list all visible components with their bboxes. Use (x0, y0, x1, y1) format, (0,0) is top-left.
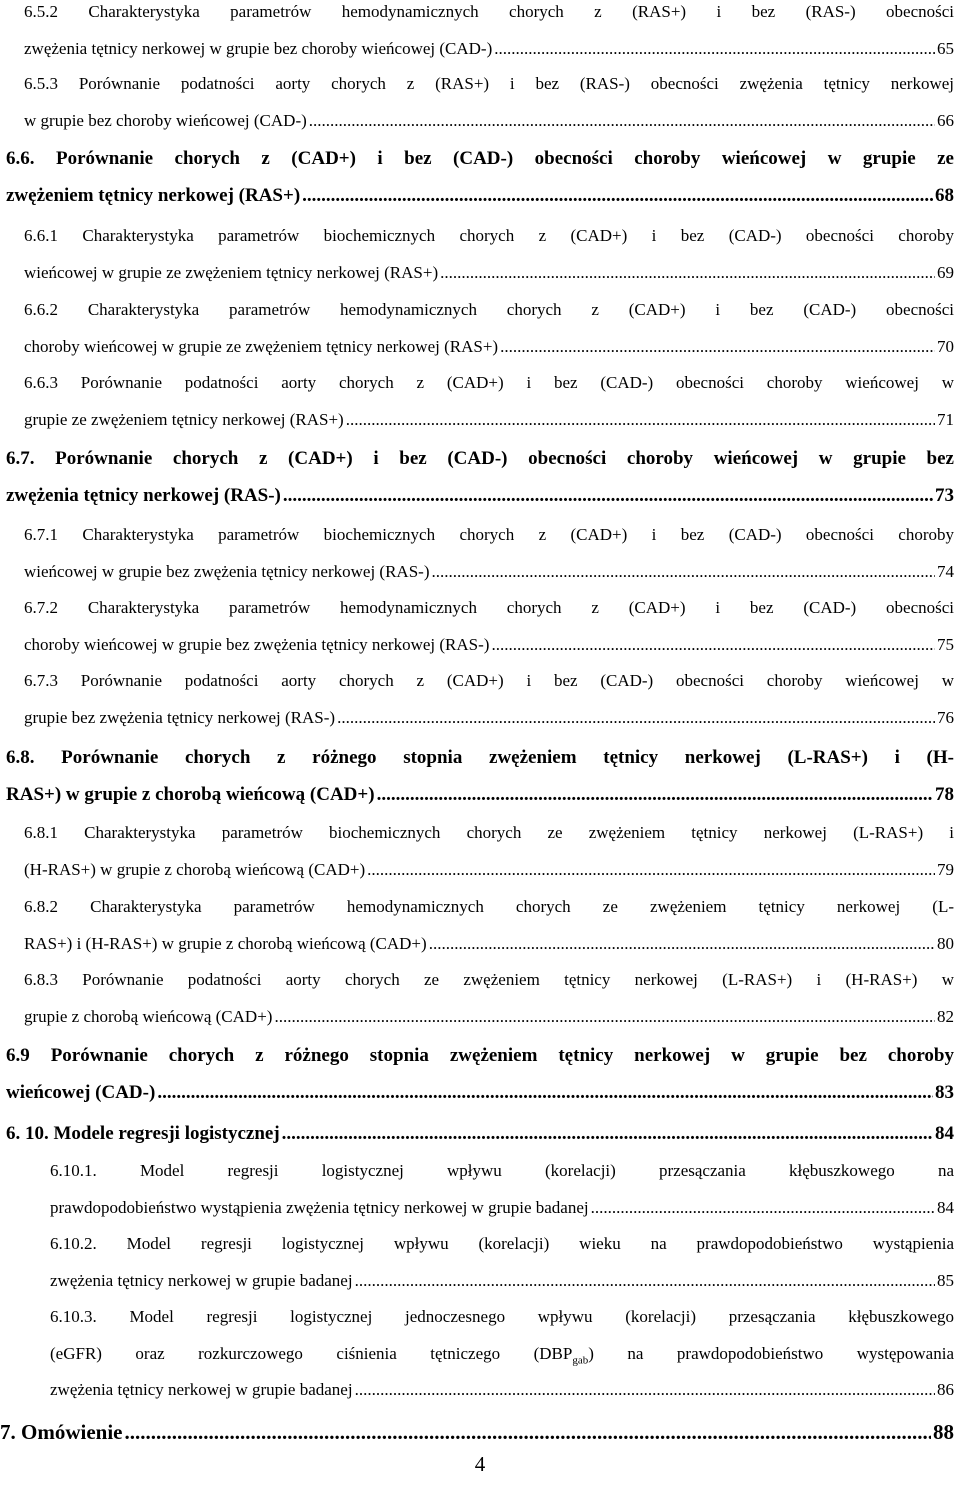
toc-page-number: 65 (937, 38, 954, 58)
toc-entry-text: 6.10.2. Model regresji logistycznej wpływu (korelacji) wieku na prawdopodobieństwo wystąpienia (50, 1234, 954, 1253)
toc-entry[interactable] (6, 1037, 954, 1111)
dot-leader (367, 852, 935, 889)
toc-entry[interactable] (6, 440, 954, 514)
toc-entry-text: 6.7. Porównanie chorych z (CAD+) i bez (CAD-) obecności choroby wieńcowej w grupie bez (6, 448, 954, 469)
toc-entry-text: 6.10.3. Model regresji logistycznej jednoczesnego wpływu (korelacji) przesączania kłębuszkowego (50, 1307, 954, 1326)
toc-entry-text: 6.8.2 Charakterystyka parametrów hemodynamicznych chorych ze zwężeniem tętnicy nerkowej (L- (24, 897, 954, 916)
toc-entry-text: grupie z chorobą wieńcową (CAD+) (24, 1006, 273, 1026)
toc-page-number: 84 (937, 1197, 954, 1217)
toc-entry-text: 6.8. Porównanie chorych z różnego stopnia zwężeniem tętnicy nerkowej (L-RAS+) i (H- (6, 747, 954, 768)
toc-entry[interactable] (24, 517, 954, 590)
toc-page-number: 84 (935, 1123, 954, 1144)
dot-leader (283, 477, 933, 514)
dot-leader (157, 1074, 933, 1111)
dot-leader (346, 402, 935, 439)
toc-entry-text: RAS+) i (H-RAS+) w grupie z chorobą wieńcową (CAD+) (24, 933, 427, 953)
toc-entry-text: 6. 10. Modele regresji logistycznej (6, 1123, 280, 1144)
toc-entry-text: zwężenia tętnicy nerkowej w grupie badanej (50, 1380, 353, 1399)
toc-entry[interactable] (24, 590, 954, 663)
toc-entry-text: 6.7.3 Porównanie podatności aorty chorych z (CAD+) i bez (CAD-) obecności choroby wieńcowej w (24, 671, 954, 690)
toc-entry[interactable] (6, 739, 954, 813)
toc-entry-text: grupie bez zwężenia tętnicy nerkowej (RAS-) (24, 707, 336, 727)
toc-entry-text: w grupie bez choroby wieńcowej (CAD-) (24, 110, 307, 130)
toc-entry[interactable] (24, 889, 954, 962)
toc-page-number: 86 (937, 1380, 954, 1399)
toc-entry-text: grupie ze zwężeniem tętnicy nerkowej (RAS+) (24, 409, 344, 429)
toc-entry-text: 6.6.3 Porównanie podatności aorty chorych z (CAD+) i bez (CAD-) obecności choroby wieńcowej w (24, 373, 954, 392)
toc-entry-text: wieńcowej w grupie ze zwężeniem tętnicy nerkowej (RAS+) (24, 262, 439, 282)
dot-leader (491, 627, 935, 664)
toc-page-number: 69 (937, 262, 954, 282)
dot-leader (302, 177, 933, 214)
toc-page-number: 79 (937, 859, 954, 879)
toc-entry-text: 6.7.1 Charakterystyka parametrów biochemicznych chorych z (CAD+) i bez (CAD-) obecności choroby (24, 525, 954, 544)
toc-entry-text: ) na prawdopodobieństwo występowania (588, 1343, 954, 1363)
toc-page-number: 75 (937, 634, 954, 654)
toc-entry[interactable] (0, 1417, 954, 1447)
toc-page-number: 78 (935, 784, 954, 805)
dot-leader (429, 926, 935, 963)
toc-entry-text: 6.8.1 Charakterystyka parametrów biochemicznych chorych ze zwężeniem tętnicy nerkowej (L-RAS+) i (24, 823, 954, 842)
toc-entry[interactable] (24, 218, 954, 291)
toc-entry-text: 6.6.2 Charakterystyka parametrów hemodynamicznych chorych z (CAD+) i bez (CAD-) obecności (24, 300, 954, 319)
dot-leader (500, 329, 935, 366)
dot-leader (309, 103, 935, 140)
toc-entry-text: 6.9 Porównanie chorych z różnego stopnia zwężeniem tętnicy nerkowej w grupie bez choroby (6, 1045, 954, 1066)
toc-entry-text: 6.5.2 Charakterystyka parametrów hemodynamicznych chorych z (RAS+) i bez (RAS-) obecności (24, 2, 954, 21)
dot-leader (124, 1417, 931, 1447)
toc-entry[interactable] (24, 292, 954, 365)
toc-entry[interactable] (50, 1226, 954, 1299)
toc-page-number: 74 (937, 561, 954, 581)
toc-entry-text: 6.5.3 Porównanie podatności aorty chorych z (RAS+) i bez (RAS-) obecności zwężenia tętnicy nerkowej (24, 74, 954, 93)
toc-entry-text: 6.6. Porównanie chorych z (CAD+) i bez (CAD-) obecności choroby wieńcowej w grupie ze (6, 148, 954, 169)
toc-entry-text: 6.8.3 Porównanie podatności aorty chorych ze zwężeniem tętnicy nerkowej (L-RAS+) i (H-RAS+) w (24, 970, 954, 989)
dot-leader (355, 1263, 935, 1300)
toc-entry-text: 6.7.2 Charakterystyka parametrów hemodynamicznych chorych z (CAD+) i bez (CAD-) obecności (24, 598, 954, 617)
dot-leader (591, 1190, 935, 1227)
toc-page-number: 83 (935, 1082, 954, 1103)
toc-page-number: 76 (937, 707, 954, 727)
toc-page-number: 80 (937, 933, 954, 953)
toc-page-number: 88 (933, 1420, 954, 1444)
toc-entry[interactable] (24, 815, 954, 888)
dot-leader (494, 31, 935, 68)
toc-entry-text: zwężenia tętnicy nerkowej w grupie badanej (50, 1270, 353, 1290)
toc-entry-text: RAS+) w grupie z chorobą wieńcową (CAD+) (6, 784, 375, 805)
toc-entry-subscript: gab (572, 1353, 589, 1366)
toc-entry-text: (H-RAS+) w grupie z chorobą wieńcową (CAD+) (24, 859, 366, 879)
toc-entry-text: (eGFR) oraz rozkurczowego ciśnienia tętniczego (DBP (50, 1343, 573, 1363)
toc-page-number: 82 (937, 1006, 954, 1026)
toc-entry-text: prawdopodobieństwo wystąpienia zwężenia tętnicy nerkowej w grupie badanej (50, 1197, 589, 1217)
toc-entry[interactable] (24, 0, 954, 67)
toc-page-number: 85 (937, 1270, 954, 1290)
toc-page-number: 66 (937, 110, 954, 130)
dot-leader (377, 776, 933, 813)
toc-entry[interactable] (50, 1299, 954, 1409)
toc-entry[interactable] (24, 663, 954, 736)
toc-page-number: 73 (935, 485, 954, 506)
dot-leader (274, 999, 935, 1036)
toc-entry[interactable] (6, 140, 954, 214)
toc-entry[interactable] (24, 66, 954, 139)
toc-entry-text: wieńcowej w grupie bez zwężenia tętnicy nerkowej (RAS-) (24, 561, 430, 581)
dot-leader (355, 1372, 935, 1409)
page-number: 4 (474, 1452, 486, 1476)
dot-leader (337, 700, 935, 737)
toc-entry-text: zwężenia tętnicy nerkowej w grupie bez choroby wieńcowej (CAD-) (24, 38, 493, 58)
toc-page-number: 71 (937, 409, 954, 429)
toc-entry-text: choroby wieńcowej w grupie ze zwężeniem tętnicy nerkowej (RAS+) (24, 336, 499, 356)
toc-entry-text: zwężenia tętnicy nerkowej (RAS-) (6, 485, 281, 506)
dot-leader (431, 554, 935, 591)
dot-leader (440, 255, 935, 292)
toc-entry[interactable] (6, 1115, 954, 1152)
toc-entry-text: zwężeniem tętnicy nerkowej (RAS+) (6, 185, 301, 206)
toc-entry[interactable] (50, 1153, 954, 1226)
toc-entry-text: 6.10.1. Model regresji logistycznej wpływu (korelacji) przesączania kłębuszkowego na (50, 1161, 954, 1180)
toc-entry-text: 6.6.1 Charakterystyka parametrów biochemicznych chorych z (CAD+) i bez (CAD-) obecności choroby (24, 226, 954, 245)
toc-entry-text: 7. Omówienie (0, 1420, 123, 1444)
toc-entry-text: wieńcowej (CAD-) (6, 1082, 156, 1103)
dot-leader (282, 1115, 933, 1152)
toc-entry-text: choroby wieńcowej w grupie bez zwężenia tętnicy nerkowej (RAS-) (24, 634, 490, 654)
toc-entry[interactable] (24, 962, 954, 1035)
toc-page-number: 68 (935, 185, 954, 206)
toc-entry[interactable] (24, 365, 954, 438)
toc-page-number: 70 (937, 336, 954, 356)
